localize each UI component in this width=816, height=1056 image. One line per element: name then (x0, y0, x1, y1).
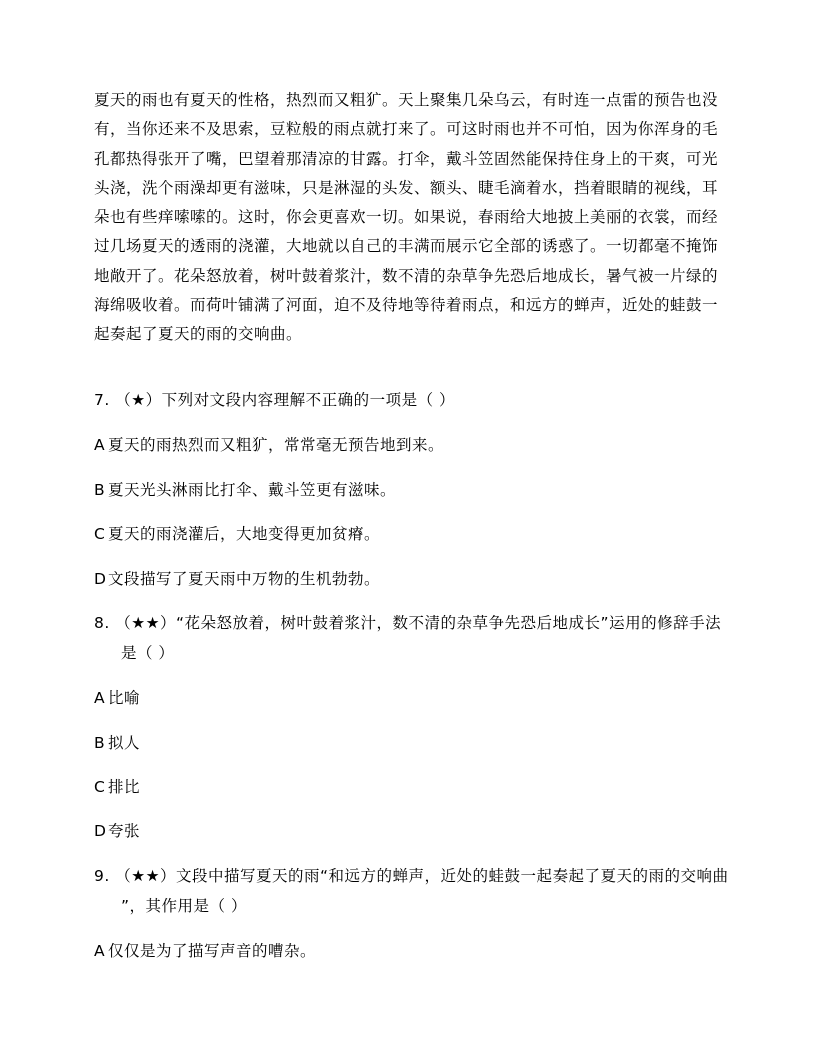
option-letter: B (94, 734, 106, 752)
option-text: 夏天光头淋雨比打伞、戴斗笠更有滋味。 (108, 481, 397, 499)
passage-line: 有，当你还来不及思索，豆粒般的雨点就打来了。可这时雨也并不可怕，因为你浑身的毛 (94, 120, 719, 139)
passage-line: 起奏起了夏天的雨的交响曲。 (94, 325, 303, 344)
question-9-stem: 9. （★★）文段中描写夏天的雨“和远方的蝉声，近处的蛙鼓一起奏起了夏天的雨的交响曲 (94, 867, 729, 885)
option-text: 夏天的雨热烈而又粗犷，常常毫无预告地到来。 (108, 436, 445, 454)
passage-line: 头浇，洗个雨澡却更有滋味，只是淋湿的头发、额头、睫毛滴着水，挡着眼睛的视线，耳 (94, 178, 719, 197)
option-text: 排比 (108, 778, 141, 796)
question-8-option-c (94, 775, 140, 797)
option-text: 夸张 (108, 822, 141, 840)
option-letter: B (94, 481, 106, 499)
option-text: 夏天的雨浇灌后，大地变得更加贫瘠。 (108, 525, 381, 543)
passage-line: 夏天的雨也有夏天的性格，热烈而又粗犷。天上聚集几朵乌云，有时连一点雷的预告也没 (94, 91, 719, 109)
passage-line: 海绵吸收着。而荷叶铺满了河面，迫不及待地等待着雨点，和远方的蝉声，近处的蛙鼓一 (94, 296, 719, 315)
option-letter: D (94, 822, 107, 840)
question-8-stem: 8. （★★）“花朵怒放着，树叶鼓着浆汁，数不清的杂草争先恐后地成长”运用的修辞手法 (94, 614, 722, 632)
reading-passage (94, 86, 720, 350)
passage-line: 地敞开了。花朵怒放着，树叶鼓着浆汁，数不清的杂草争先恐后地成长，暑气被一片绿的 (94, 266, 719, 285)
question-7-option-a (94, 433, 444, 455)
option-text: 比喻 (108, 689, 141, 707)
question-8-option-b (94, 731, 140, 753)
question-9-stem-continued: ”，其作用是（ ） (121, 897, 247, 915)
option-letter: C (94, 525, 106, 543)
option-text: 仅仅是为了描写声音的嘈杂。 (108, 942, 317, 960)
option-text: 文段描写了夏天雨中万物的生机勃勃。 (108, 570, 381, 588)
passage-line: 孔都热得张开了嘴，巴望着那清凉的甘露。打伞，戴斗笠固然能保持住身上的干爽，可光 (94, 149, 719, 168)
option-letter: D (94, 570, 107, 588)
question-9-option-a (94, 939, 316, 961)
question-7-option-d (94, 567, 380, 589)
option-letter: A (94, 436, 106, 454)
question-8-stem-continued: 是（ ） (121, 644, 175, 662)
question-8-option-a (94, 686, 140, 708)
option-letter: A (94, 942, 106, 960)
option-text: 拟人 (108, 734, 141, 752)
question-7-option-b (94, 478, 396, 500)
passage-line: 朵也有些痒嗦嗦的。这时，你会更喜欢一切。如果说，春雨给大地披上美丽的衣裳，而经 (94, 208, 719, 227)
passage-line: 过几场夏天的透雨的浇灌，大地就以自己的丰满而展示它全部的诱惑了。一切都毫不掩饰 (94, 237, 719, 256)
question-8-option-d (94, 819, 140, 841)
option-letter: C (94, 778, 106, 796)
option-letter: A (94, 689, 106, 707)
question-7-option-c (94, 522, 380, 544)
question-7-stem: 7. （★）下列对文段内容理解不正确的一项是（ ） (94, 391, 456, 409)
